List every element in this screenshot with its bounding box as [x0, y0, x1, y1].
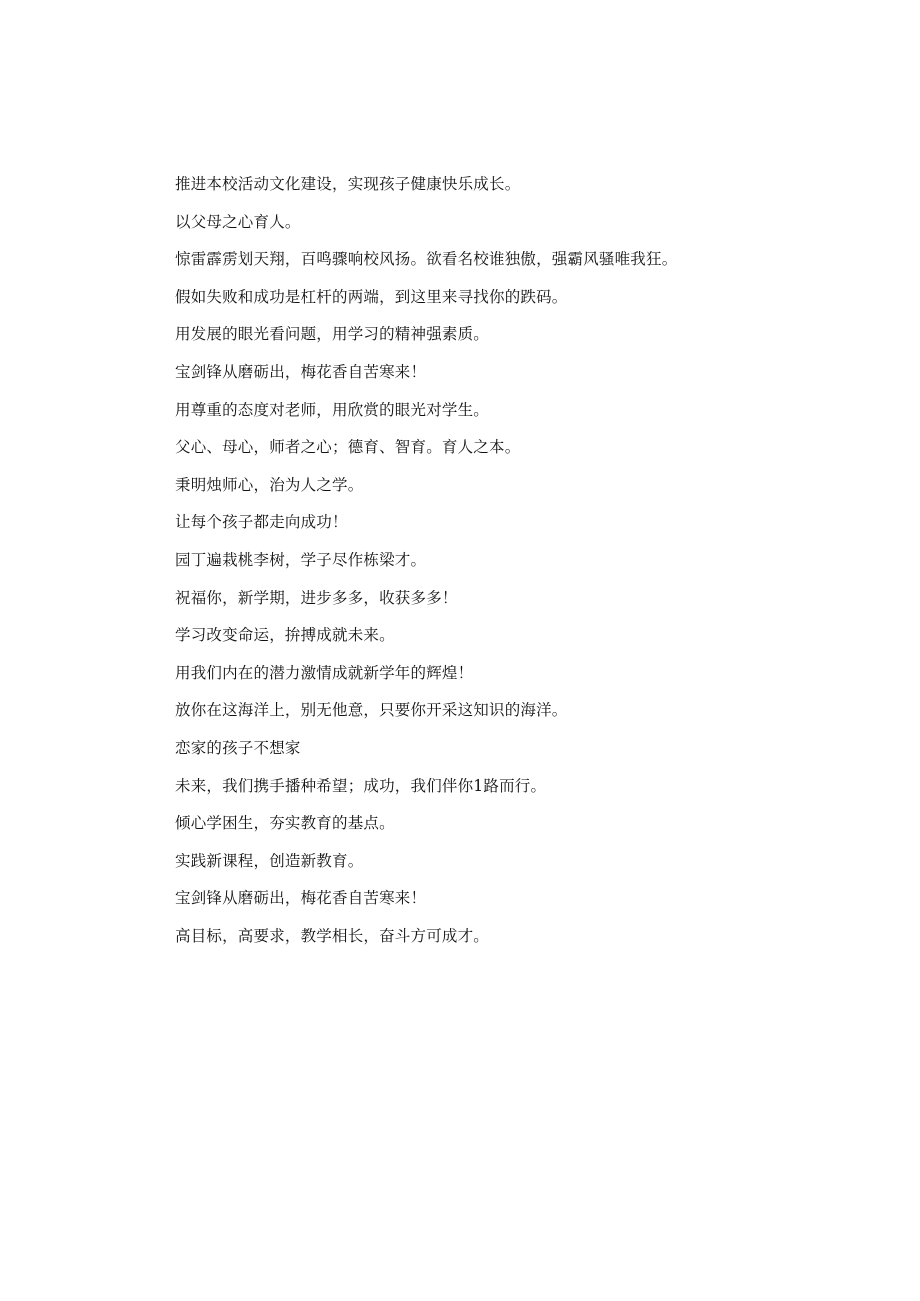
slogan-line: 未来，我们携手播种希望；成功，我们伴你1路而行。	[175, 776, 547, 795]
slogan-line: 倾心学困生，夯实教育的基点。	[175, 814, 395, 833]
slogan-list	[175, 168, 815, 957]
slogan-line: 高目标，高要求，教学相长，奋斗方可成才。	[175, 926, 490, 945]
slogan-line: 用尊重的态度对老师，用欣赏的眼光对学生。	[175, 400, 490, 419]
slogan-line: 园丁遍栽桃李树，学子尽作栋梁才。	[175, 550, 427, 569]
slogan-line: 学习改变命运，拚搏成就未来。	[175, 626, 395, 645]
slogan-line: 宝剑锋从磨砺出，梅花香自苦寒来！	[175, 889, 427, 908]
slogan-line: 祝福你，新学期，进步多多，收获多多！	[175, 588, 458, 607]
slogan-line: 推进本校活动文化建设，实现孩子健康快乐成长。	[175, 175, 521, 193]
slogan-line: 让每个孩子都走向成功！	[175, 513, 348, 532]
slogan-line: 宝剑锋从磨砺出，梅花香自苦寒来！	[175, 362, 427, 381]
slogan-line: 实践新课程，创造新教育。	[175, 851, 364, 870]
slogan-line: 用发展的眼光看问题，用学习的精神强素质。	[175, 325, 490, 344]
slogan-line: 秉明烛师心，治为人之学。	[175, 475, 364, 494]
slogan-line: 用我们内在的潜力激情成就新学年的辉煌！	[175, 663, 474, 682]
slogan-line: 以父母之心育人。	[175, 212, 301, 231]
slogan-line: 假如失败和成功是杠杆的两端，到这里来寻找你的跌码。	[175, 287, 568, 306]
slogan-line: 惊雷霹雳划天翔，百鸣骤响校风扬。欲看名校谁独傲，强霸风骚唯我狂。	[175, 250, 678, 269]
slogan-line: 恋家的孩子不想家	[175, 738, 301, 757]
slogan-line: 放你在这海洋上，别无他意，只要你开采这知识的海洋。	[175, 701, 568, 720]
slogan-line: 父心、母心，师者之心；德育、智育。育人之本。	[175, 438, 521, 457]
